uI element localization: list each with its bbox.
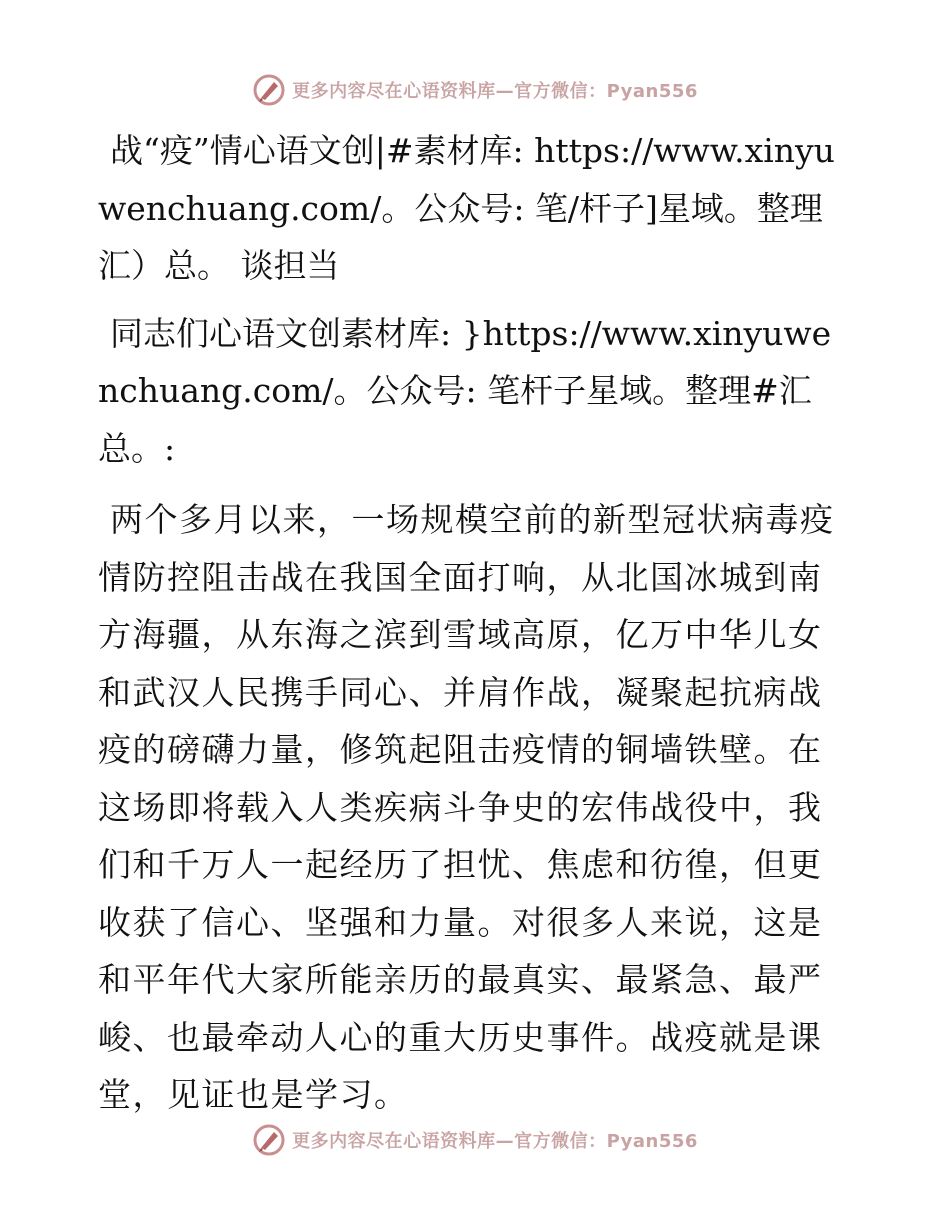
footer-watermark xyxy=(0,1120,950,1160)
watermark-text: 更多内容尽在心语资料库—官方微信：Pyan556 xyxy=(292,1131,698,1152)
header-watermark xyxy=(0,70,950,110)
paragraph-body: 两个多月以来，一场规模空前的新型冠状病毒疫情防控阻击战在我国全面打响，从北国冰城到南方海疆，从东海之滨到雪域高原，亿万中华儿女和武汉人民携手同心、并肩作战，凝聚起抗病战疫的磅礴力量，修筑起阻击疫情的铜墙铁壁。在这场即将载入人类疾病斗争史的宏伟战役中，我们和千万人一起经历了担忧、焦虑和彷徨，但更收获了信心、坚强和力量。对很多人来说，这是和平年代大家所能亲历的最真实、最紧急、最严峻、也最牵动人心的重大历史事件。战疫就是课堂，见证也是学习。 xyxy=(98,500,835,1114)
paragraph-title: 战“疫”情心语文创|#素材库: https://www.xinyuwenchuang.com/。公众号: 笔/杆子]星域。整理汇）总。 谈担当 xyxy=(98,131,835,285)
watermark-text: 更多内容尽在心语资料库—官方微信：Pyan556 xyxy=(292,81,698,102)
pen-logo-icon xyxy=(252,73,286,107)
pen-logo-icon xyxy=(252,1123,286,1157)
paragraph-greeting: 同志们心语文创素材库: }https://www.xinyuwenchuang.com/。公众号: 笔杆子星域。整理#汇总。: xyxy=(98,313,832,468)
document-body xyxy=(98,122,850,1124)
